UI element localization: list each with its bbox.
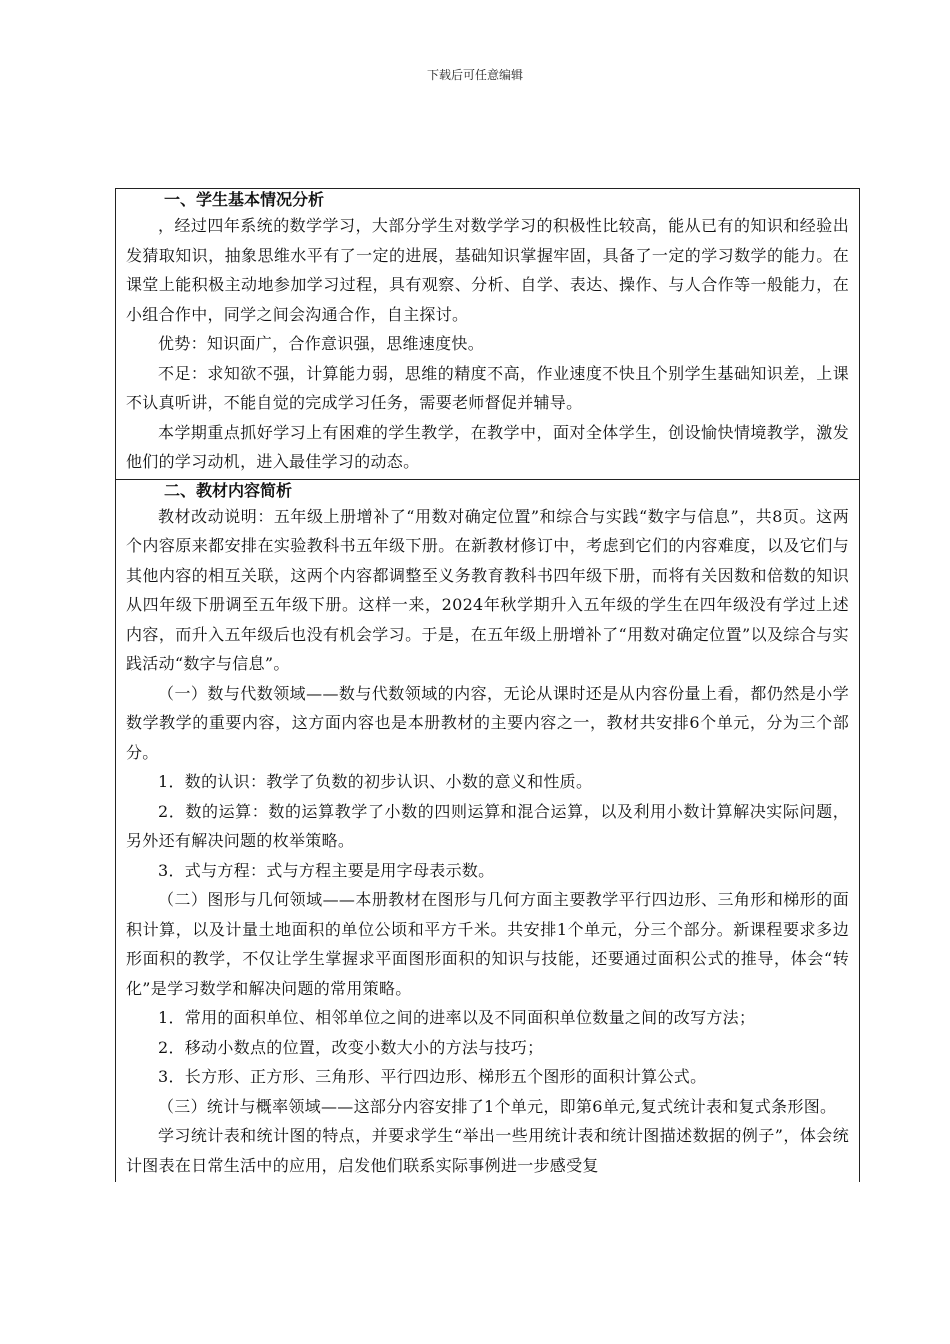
paragraph: （三）统计与概率领域——这部分内容安排了1个单元，即第6单元,复式统计表和复式条形图。 <box>158 1096 837 1116</box>
section-cell <box>116 189 860 480</box>
plan-table <box>115 188 860 1182</box>
paragraph: 不足：求知欲不强，计算能力弱，思维的精度不高，作业速度不快且个别学生基础知识差，上课不认真听讲，不能自觉的完成学习任务，需要老师督促并辅导。 <box>126 363 849 412</box>
paragraph: （一）数与代数领域——数与代数领域的内容，无论从课时还是从内容份量上看，都仍然是小学数学教学的重要内容，这方面内容也是本册教材的主要内容之一，教材共安排6个单元，分为三个部分。 <box>126 683 849 762</box>
paragraph: 2．移动小数点的位置，改变小数大小的方法与技巧； <box>158 1037 544 1057</box>
paragraph: 1．常用的面积单位、相邻单位之间的进率以及不同面积单位数量之间的改写方法； <box>158 1008 756 1027</box>
section-row-textbook-analysis <box>116 479 860 1182</box>
paragraph: 优势：知识面广，合作意识强，思维速度快。 <box>158 334 485 353</box>
section-title: 二、教材内容简析 <box>164 480 293 500</box>
section-cell <box>116 479 860 1182</box>
paragraph: 3．长方形、正方形、三角形、平行四边形、梯形五个图形的面积计算公式。 <box>158 1067 707 1086</box>
paragraph: 本学期重点抓好学习上有困难的学生教学，在教学中，面对全体学生，创设愉快情境教学，激发他们的学习动机，进入最佳学习的动态。 <box>126 422 849 471</box>
paragraph: 学习统计表和统计图的特点，并要求学生“举出一些用统计表和统计图描述数据的例子”，体会统计图表在日常生活中的应用，启发他们联系实际事例进一步感受复 <box>126 1126 849 1175</box>
paragraph: 教材改动说明：五年级上册增补了“用数对确定位置”和综合与实践“数字与信息”，共8页。这两个内容原来都安排在实验教科书五年级下册。在新教材修订中，考虑到它们的内容难度，以及它们与其他内容的相互关联，这两个内容都调整至义务教育教科书四年级下册，而将有关因数和倍数的知识从四年级下册调至五年级下册。这样一来，2024年秋学期升入五年级的学生在四年级没有学过上述内容，而升入五年级后也没有机会学习。于是，在五年级上册增补了“用数对确定位置”以及综合与实践活动“数字与信息”。 <box>126 506 849 673</box>
paragraph: ，经过四年系统的数学学习，大部分学生对数学学习的积极性比较高，能从已有的知识和经验出发猜取知识，抽象思维水平有了一定的进展，基础知识掌握牢固，具备了一定的学习数学的能力。在课堂上能积极主动地参加学习过程，具有观察、分析、自学、表达、操作、与人合作等一般能力，在小组合作中，同学之间会沟通合作，自主探讨。 <box>126 216 849 324</box>
paragraph: （二）图形与几何领域——本册教材在图形与几何方面主要教学平行四边形、三角形和梯形的面积计算，以及计量土地面积的单位公顷和平方千米。共安排1个单元，分三个部分。新课程要求多边形面积的教学，不仅让学生掌握求平面图形面积的知识与技能，还要通过面积公式的推导，体会“转化”是学习数学和解决问题的常用策略。 <box>126 890 849 998</box>
paragraph: 1．数的认识：教学了负数的初步认识、小数的意义和性质。 <box>158 772 593 791</box>
section-title: 一、学生基本情况分析 <box>164 190 325 209</box>
paragraph: 2．数的运算：数的运算教学了小数的四则运算和混合运算，以及利用小数计算解决实际问题，另外还有解决问题的枚举策略。 <box>126 801 849 850</box>
paragraph: 3．式与方程：式与方程主要是用字母表示数。 <box>158 860 495 880</box>
section-row-student-analysis <box>116 189 860 480</box>
page-header-note: 下载后可任意编辑 <box>426 68 523 82</box>
